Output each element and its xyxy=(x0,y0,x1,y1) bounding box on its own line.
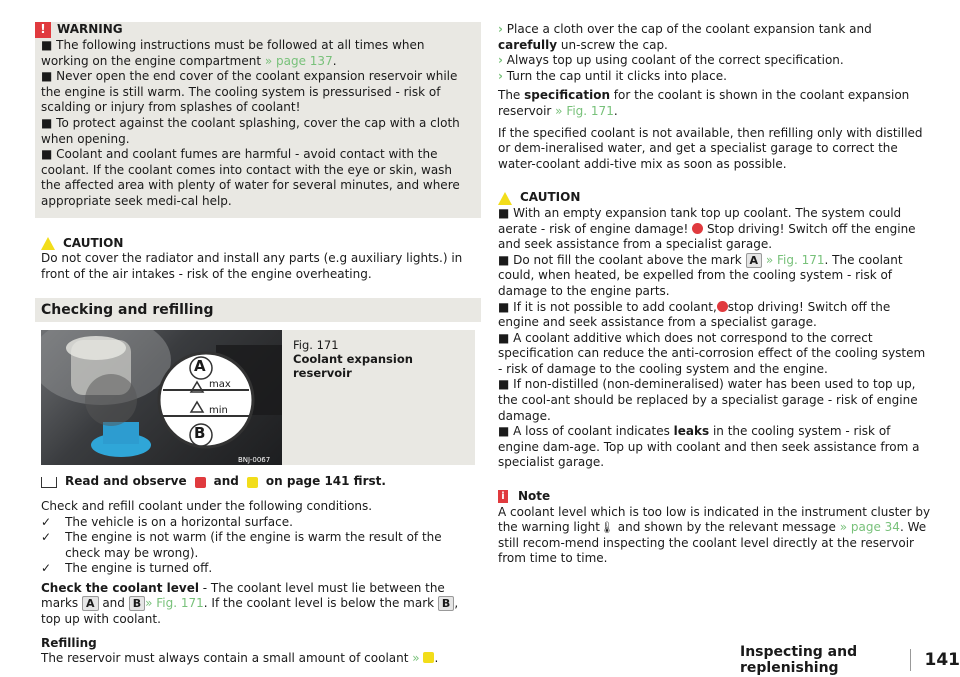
read-observe-line: Read and observe and on page 141 first. xyxy=(41,474,475,490)
figure-label-min: min xyxy=(209,405,228,417)
step-arrow-icon: › xyxy=(498,68,503,83)
caution-item: ■ With an empty expansion tank top up coolant. The system could aerate - risk of engine damage! Stop driving! Switch off the engine and seek assistance from a specialist garage. xyxy=(498,205,916,252)
warning-item: ■ Coolant and coolant fumes are harmful - avoid contact with the coolant. If the coolant comes into contact with the eye or skin, wash the affected area with plenty of water for several minutes, and where appropriate seek medi-cal help. xyxy=(41,147,460,208)
coolant-warning-light-icon: 🌡 xyxy=(599,521,614,535)
note-text: A coolant level which is too low is indicated in the instrument cluster by the warning light🌡 and shown by the relevant message » page 34. We still recom-mend inspecting the coolant level directly at the reservoir from time to time. xyxy=(498,504,931,566)
warning-header xyxy=(35,22,475,38)
checkmark-icon: ✓ xyxy=(41,561,52,576)
fig-link[interactable]: » Fig. 171 xyxy=(762,252,825,267)
caution-link[interactable]: » xyxy=(412,651,420,666)
page-link[interactable]: » page 34 xyxy=(839,520,900,535)
refilling-title: Refilling xyxy=(41,635,97,650)
caution-item: ■ A loss of coolant indicates leaks in the cooling system - risk of engine dam-age. Top up with coolant and then seek assistance from a specialist garage. xyxy=(498,424,920,470)
check-level-paragraph: Check the coolant level - The coolant level must lie between the marks A and B » Fig. 171. If the coolant level is below the mark B , top up with coolant. xyxy=(41,580,459,627)
warning-title: WARNING xyxy=(57,22,123,37)
figure-label-b: B xyxy=(194,424,206,443)
engine-illustration xyxy=(41,330,282,465)
mark-b: B xyxy=(438,596,454,611)
fig-link[interactable]: » Fig. 171 xyxy=(555,103,614,118)
figure-number: Fig. 171 xyxy=(293,338,339,353)
mark-b: B xyxy=(129,596,145,611)
caution-item: ■ If it is not possible to add coolant, stop driving! Switch off the engine and seek assistance from a specialist garage. xyxy=(498,299,891,330)
caution-triangle-icon xyxy=(498,192,512,205)
footer-divider xyxy=(910,649,911,671)
book-icon xyxy=(41,477,57,488)
right-column xyxy=(498,22,932,567)
stop-icon xyxy=(692,223,703,234)
figure-code: BNJ-0067 xyxy=(238,456,271,465)
fig-link[interactable]: » Fig. 171 xyxy=(145,596,204,611)
condition-item: ✓ The vehicle is on a horizontal surface. xyxy=(41,514,293,529)
page-footer xyxy=(740,644,960,676)
warning-item: ■ Never open the end cover of the coolant expansion reservoir while the engine is still warm. The cooling system is pressurised - risk of scalding or injury from splashes of coolant! xyxy=(41,69,458,115)
caution-triangle-icon xyxy=(41,237,55,250)
figure-label-a: A xyxy=(194,357,206,376)
figure-label-max: max xyxy=(209,379,231,391)
step-arrow-icon: › xyxy=(498,22,503,36)
footer-section: Inspecting and replenishing xyxy=(740,644,858,676)
check-intro: Check and refill coolant under the following conditions. xyxy=(41,498,373,513)
caution-header: CAUTION xyxy=(41,236,475,252)
caution-text: Do not cover the radiator and install any parts (e.g auxiliary lights.) in front of the air intakes - risk of the engine overheating. xyxy=(41,251,463,281)
engine-photo xyxy=(41,330,282,465)
warning-item: ■ To protect against the coolant splashing, cover the cap with a cloth when opening. xyxy=(41,115,460,146)
section-title: Checking and refilling xyxy=(35,298,481,322)
caution-item: ■ A coolant additive which does not correspond to the correct specification can reduce the anti-corrosion effect of the cooling system - risk of damage to the cooling system and the engine. xyxy=(498,330,926,376)
step-item: › Always top up using coolant of the correct specification. xyxy=(498,53,844,68)
condition-item: ✓ The engine is turned off. xyxy=(41,561,213,576)
mark-a: A xyxy=(82,596,99,611)
spec-paragraph: The specification for the coolant is shown in the coolant expansion reservoir » Fig. 171. xyxy=(498,88,910,118)
figure-caption-text: Coolant expansion reservoir xyxy=(293,352,413,381)
checkmark-icon: ✓ xyxy=(41,514,52,529)
warning-ref-icon[interactable] xyxy=(195,477,206,488)
figure-box xyxy=(41,330,475,465)
info-icon: i xyxy=(498,490,508,503)
stop-icon xyxy=(717,301,728,312)
checkmark-icon: ✓ xyxy=(41,530,52,545)
warning-box xyxy=(35,22,481,218)
step-arrow-icon: › xyxy=(498,53,503,68)
page-number: 141 xyxy=(924,650,960,670)
figure-caption xyxy=(293,338,475,380)
caution-ref-icon[interactable] xyxy=(247,477,258,488)
left-column xyxy=(41,22,475,667)
distilled-paragraph: If the specified coolant is not available, then refilling only with distilled or dem-ineralised water, and get a specialist garage to correct the water-coolant addi-tive mix as soon as possible. xyxy=(498,125,923,171)
step-item: › Turn the cap until it clicks into place. xyxy=(498,68,727,83)
refilling-text: The reservoir must always contain a small amount of coolant » . xyxy=(41,651,439,666)
condition-item: ✓ The engine is not warm (if the engine is warm the result of the check may be wrong). xyxy=(41,530,442,560)
note-header: i Note xyxy=(498,489,932,505)
caution-ref-icon[interactable] xyxy=(423,652,434,663)
warning-item: ■ The following instructions must be followed at all times when working on the engine compartment » page 137. xyxy=(41,38,425,68)
step-item: › Place a cloth over the cap of the coolant expansion tank and carefully un-screw the cap. xyxy=(498,22,872,52)
mark-a: A xyxy=(746,253,763,268)
warning-icon: ! xyxy=(35,22,51,38)
caution-item: ■ Do not fill the coolant above the mark A » Fig. 171. The coolant could, when heated, be expelled from the cooling system - risk of damage to the engine parts. xyxy=(498,252,903,298)
caution-item: ■ If non-distilled (non-demineralised) water has been used to top up, the cool-ant should be replaced by a specialist garage - risk of engine damage. xyxy=(498,377,918,423)
page-link[interactable]: » page 137 xyxy=(264,53,333,68)
caution-header: CAUTION xyxy=(498,190,932,206)
